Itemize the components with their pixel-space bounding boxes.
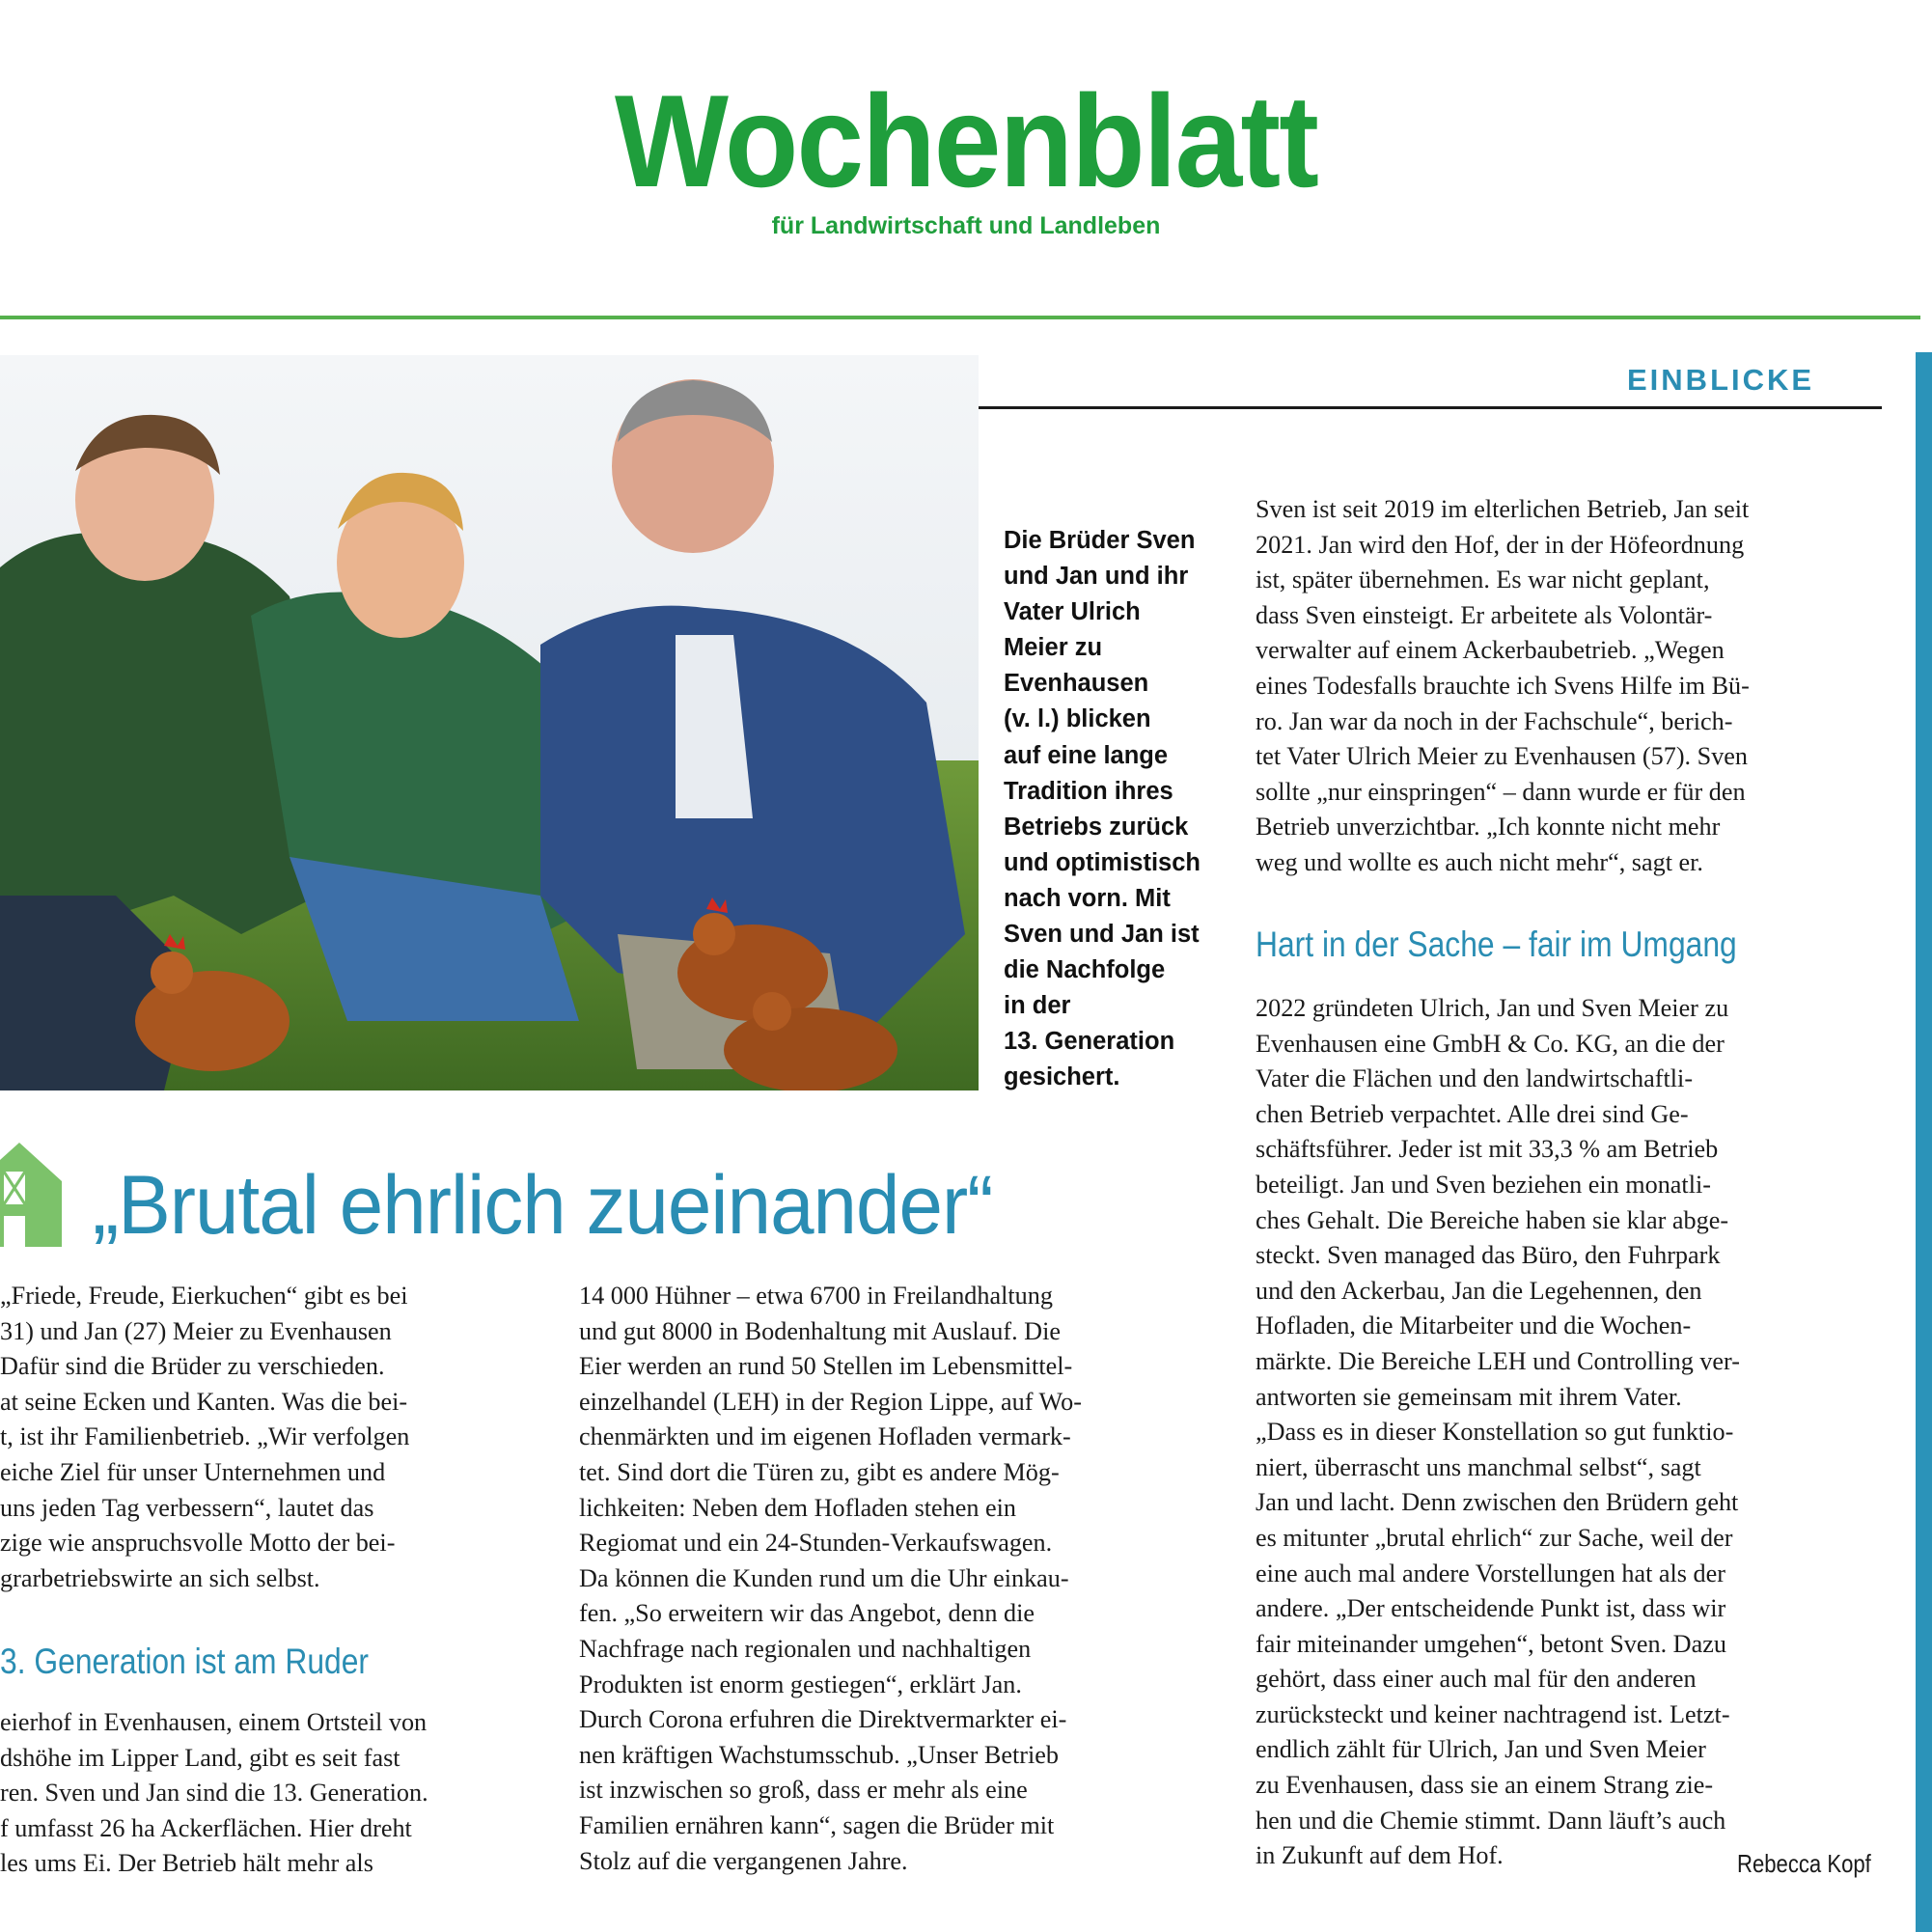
column-1-intro: „Friede, Freude, Eierkuchen“ gibt es bei 31) und Jan (27) Meier zu Evenhausen Dafür sind die Brüder zu verschieden. at seine Ecken und Kanten. Was die bei- t, ist ihr Familienbetrieb. „Wir verfolgen eiche Ziel für unser Unternehmen und uns jeden Tag verbessern“, lautet das zige wie anspruchsvolle Motto der bei- grarbetriebswirte an sich selbst. (0, 1282, 410, 1592)
masthead-divider (0, 316, 1920, 319)
masthead-subtitle: für Landwirtschaft und Landleben (771, 212, 1161, 239)
masthead-title: Wochenblatt (614, 68, 1318, 214)
subhead-generation: 3. Generation ist am Ruder (0, 1642, 370, 1681)
house-icon (0, 1141, 62, 1247)
subhead-fair: Hart in der Sache – fair im Umgang (1256, 925, 1737, 964)
article-photo (0, 355, 979, 1090)
page-edge-bar (1916, 352, 1932, 1932)
photo-caption: Die Brüder Sven und Jan und ihr Vater Ulrich Meier zu Evenhausen (v. l.) blicken auf eine lange Tradition ihres Betriebs zurück und optimistisch nach vorn. Mit Sven und Jan ist die Nachfolge in der 13. Generation gesichert. (1004, 527, 1201, 1091)
article-headline: „Brutal ehrlich zueinander“ (93, 1159, 993, 1252)
article-author: Rebecca Kopf (1737, 1849, 1871, 1878)
column-2: 14 000 Hühner – etwa 6700 in Freilandhaltung und gut 8000 in Bodenhaltung mit Auslauf. Die Eier werden an rund 50 Stellen im Lebensmittel- einzelhandel (LEH) in der Region Lippe, auf Wo- chenmärkten und im eigenen Hofladen vermark- tet. Sind dort die Türen zu, gibt es andere Mög- lichkeiten: Neben dem Hofladen stehen ein Regiomat und ein 24-Stunden-Verkaufswagen. Da können die Kunden rund um die Uhr einkau- fen. „So erweitern wir das Angebot, denn die Nachfrage nach regionalen und nachhaltigen Produkten ist enorm gestiegen“, erklärt Jan. Durch Corona erfuhren die Direktvermarkter ei- nen kräftigen Wachstumsschub. „Unser Betrieb ist inzwischen so groß, dass er mehr als eine Familien ernähren kann“, sagen die Brüder mit Stolz auf die vergangenen Jahre. (579, 1282, 1082, 1875)
column-1-part2: eierhof in Evenhausen, einem Ortsteil von dshöhe im Lipper Land, gibt es seit fast ren. Sven und Jan sind die 13. Generation. f umfasst 26 ha Ackerflächen. Hier dreht les ums Ei. Der Betrieb hält mehr als (0, 1708, 428, 1878)
column-3-part1: Sven ist seit 2019 im elterlichen Betrieb, Jan seit 2021. Jan wird den Hof, der in der Höfeordnung ist, später übernehmen. Es war nicht geplant, dass Sven einsteigt. Er arbeitete als Volontär- verwalter auf einem Ackerbaubetrieb. „Wegen eines Todesfalls brauchte ich Svens Hilfe im Bü- ro. Jan war da noch in der Fachschule“, berich- tet Vater Ulrich Meier zu Evenhausen (57). Sven sollte „nur einspringen“ – dann wurde er für den Betrieb unverzichtbar. „Ich konnte nicht mehr weg und wollte es auch nicht mehr“, sagt er. (1256, 495, 1750, 876)
column-3-part2: 2022 gründeten Ulrich, Jan und Sven Meier zu Evenhausen eine GmbH & Co. KG, an die der Vater die Flächen und den landwirtschaftli- chen Betrieb verpachtet. Alle drei sind Ge- schäftsführer. Jeder ist mit 33,3 % am Betrieb beteiligt. Jan und Sven beziehen ein monatli- ches Gehalt. Die Bereiche haben sie klar abge- steckt. Sven managed das Büro, den Fuhrpark und den Ackerbau, Jan die Legehennen, den Hofladen, die Mitarbeiter und die Wochen- märkte. Die Bereiche LEH und Controlling ver- antworten sie gemeinsam mit ihrem Vater. „Dass es in dieser Konstellation so gut funktio- niert, überrascht uns manchmal selbst“, sagt Jan und lacht. Denn zwischen den Brüdern geht es mitunter „brutal ehrlich“ zur Sache, weil der eine auch mal andere Vorstellungen hat als der andere. „Der entscheidende Punkt ist, dass wir fair miteinander umgehen“, betont Sven. Dazu gehört, dass einer auch mal für den anderen zurücksteckt und keiner nachtragend ist. Letzt- endlich zählt für Ulrich, Jan und Sven Meier zu Evenhausen, dass sie an einem Strang zie- hen und die Chemie stimmt. Dann läuft’s auch in Zukunft auf dem Hof. (1256, 994, 1740, 1870)
section-label: EINBLICKE (1627, 363, 1815, 397)
